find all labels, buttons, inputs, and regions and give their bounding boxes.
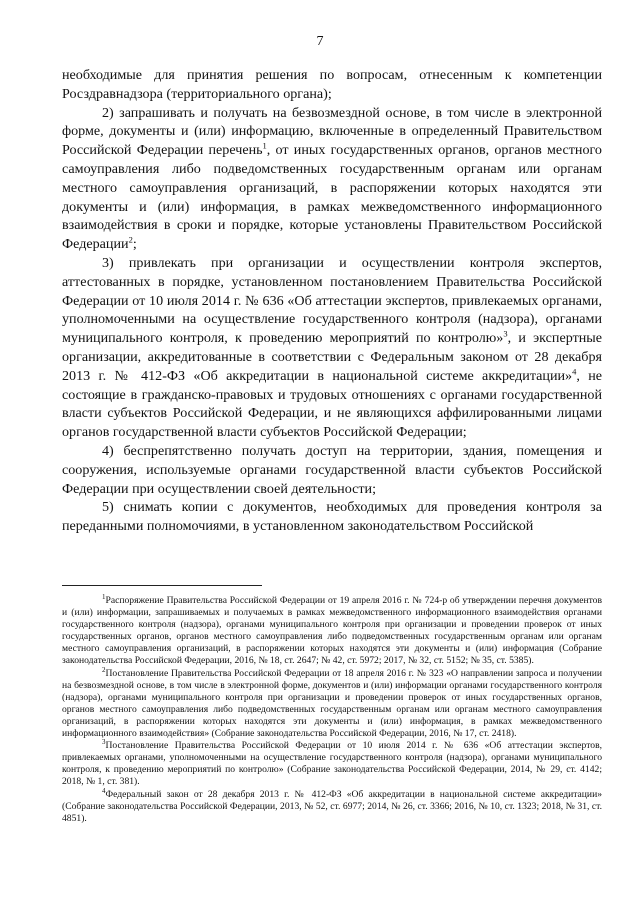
paragraph-text: 2) запрашивать и получать на безвозмездной основе, в том числе в электронной форме, документы и (или) информацию, включенные в определенный Правительством Российской Федерации перечень	[62, 104, 602, 159]
footnote-mark: 1	[102, 592, 106, 601]
page-number: 7	[316, 34, 324, 49]
paragraph	[62, 442, 602, 498]
footnote-reference: 1	[262, 140, 267, 151]
paragraph-text: ;	[132, 236, 137, 253]
paragraph-text: , от иных государственных органов, органов местного самоуправления либо подведомственных государственным органам или органам местного самоуправления организаций, в распоряжении которых находятся эти документы и (или) информация, в рамках межведомственного информационного взаимодействия в сроки и порядке, которые установлены Правительством Российской Федерации	[62, 142, 602, 253]
footnote-text: Постановление Правительства Российской Федерации от 10 июля 2014 г. № 636 «Об аттестации экспертов, привлекаемых органами, уполномоченными на осуществление государственного контроля (надзора), органами муниципального контроля, к проведению мероприятий по контролю» (Собрание законодательства Российской Федерации, 2014, № 29, ст. 4142; 2018, № 1, ст. 381).	[62, 740, 602, 788]
footnote-text: Распоряжение Правительства Российской Федерации от 19 апреля 2016 г. № 724-р об утверждении перечня документов и (или) информации, запрашиваемых и получаемых в рамках межведомственного информационного взаимодействия органами государственного контроля (надзора), органами муниципального контроля при организации и проведении проверок от иных государственных органов, органов местного самоуправления либо подведомственных государственным органам или органам местного самоуправления организаций, в распоряжении которых находятся эти документы и (или) информация (Собрание законодательства Российской Федерации, 2016, № 18, ст. 2647; № 42, ст. 5972; 2017, № 32, ст. 5152; № 35, ст. 5385).	[62, 595, 602, 667]
footnote-separator	[62, 585, 262, 586]
footnote-reference: 4	[572, 366, 577, 377]
footnote	[62, 737, 602, 788]
footnote-text: Постановление Правительства Российской Федерации от 18 апреля 2016 г. № 323 «О направлении запроса и получении на безвозмездной основе, в том числе в электронной форме, документов и (или) информации органами государственного контроля (надзора), органами муниципального контроля при организации и проведении проверок от иных государственных органов, органов местного самоуправления либо подведомственных государственным органам или органам местного самоуправления организаций, в распоряжении которых находятся эти документы и (или) информация, в рамках межведомственного информационного взаимодействия» (Собрание законодательства Российской Федерации, 2016, № 17, ст. 2418).	[62, 667, 602, 740]
main-text	[62, 66, 602, 536]
footnote-reference: 2	[128, 234, 133, 245]
footnote	[62, 786, 602, 825]
footnotes	[62, 592, 602, 825]
footnote	[62, 592, 602, 668]
paragraph	[62, 104, 602, 254]
footnote-mark: 2	[102, 665, 106, 674]
paragraph-text: , и экспертные организации, аккредитованные в соответствии с Федеральным законом от 28 декабря 2013 г. № 412-ФЗ «Об аккредитации в национальной системе аккредитации»	[62, 330, 603, 384]
paragraph-text: 3) привлекать при организации и осуществлении контроля экспертов, аттестованных в порядке, установленном постановлением Правительства Российской Федерации от 10 июля 2014 г. № 636 «Об аттестации экспертов, привлекаемых органами, уполномоченными на осуществление государственного контроля (надзора), органами муниципального контроля, к проведению мероприятий по контролю»	[62, 254, 602, 347]
footnote-text: Федеральный закон от 28 декабря 2013 г. № 412-ФЗ «Об аккредитации в национальной системе аккредитации» (Собрание законодательства Российской Федерации, 2013, № 52, ст. 6977; 2014, № 26, ст. 3366; 2016, № 10, ст. 1323; 2018, № 31, ст. 4851).	[62, 788, 602, 824]
paragraph	[62, 254, 602, 442]
paragraph-text: 4) беспрепятственно получать доступ на территории, здания, помещения и сооружения, используемые органами государственной власти субъектов Российской Федерации при осуществлении своей деятельности;	[62, 442, 602, 497]
paragraph	[62, 498, 602, 536]
footnote-mark: 4	[102, 786, 106, 795]
paragraph-text: , не состоящие в гражданско-правовых и трудовых отношениях с органами государственной власти субъектов Российской Федерации, и не являющихся аффилированными лицами органов государственной власти субъектов Российской Федерации;	[62, 367, 602, 441]
footnote-reference: 3	[503, 328, 508, 339]
paragraph-text: необходимые для принятия решения по вопросам, отнесенным к компетенции Росздравнадзора (территориального органа);	[62, 67, 602, 102]
footnote-mark: 3	[102, 737, 106, 746]
footnote	[62, 665, 602, 741]
paragraph	[62, 66, 602, 104]
paragraph-text: 5) снимать копии с документов, необходимых для проведения контроля за переданными полномочиями, в установленном законодательством Российской	[62, 499, 602, 535]
